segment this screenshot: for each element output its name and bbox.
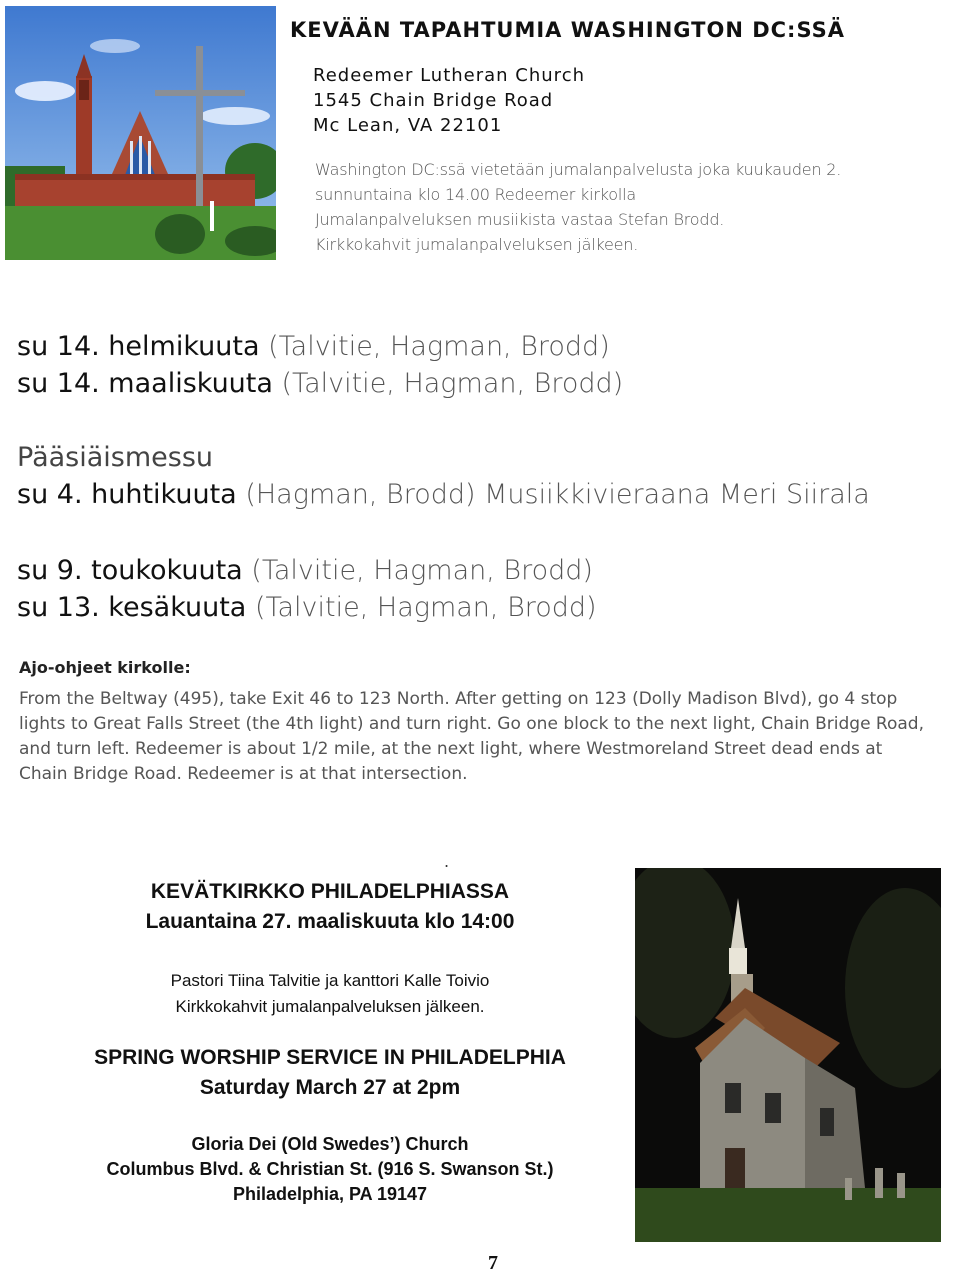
directions-line: lights to Great Falls Street (the 4th light) and turn right. Go one block to the next light, Chain Bridge Road,: [19, 714, 924, 734]
service-day: su 9.: [17, 555, 83, 586]
service-date: [17, 331, 610, 362]
service-note: (Talvitie, Hagman, Brodd): [268, 331, 610, 362]
service-date: [17, 479, 870, 510]
service-note: (Hagman, Brodd) Musiikkivieraana Meri Siirala: [245, 479, 870, 510]
service-note: (Talvitie, Hagman, Brodd): [254, 592, 597, 623]
intro-line: sunnuntaina klo 14.00 Redeemer kirkolla: [315, 185, 636, 204]
gloria-dei-city: Philadelphia, PA 19147: [232, 1184, 428, 1204]
service-day: su 14.: [17, 331, 100, 362]
directions-line: and turn left. Redeemer is about 1/2 mile, at the next light, where Westmoreland Street dead ends at: [19, 739, 883, 759]
page-number: 7: [488, 1252, 498, 1274]
service-date: [17, 368, 623, 399]
directions-line: Chain Bridge Road. Redeemer is at that intersection.: [19, 764, 468, 784]
directions-line: From the Beltway (495), take Exit 46 to 123 North. After getting on 123 (Dolly Madison Blvd), go 4 stop: [19, 689, 898, 709]
intro-line: Washington DC:ssä vietetään jumalanpalvelusta joka kuukauden 2.: [315, 160, 842, 179]
intro-line: Jumalanpalveluksen musiikista vastaa Stefan Brodd.: [315, 210, 725, 229]
washington-title: KEVÄÄN TAPAHTUMIA WASHINGTON DC:SSÄ: [290, 18, 846, 42]
directions-heading: Ajo-ohjeet kirkolle:: [19, 658, 191, 677]
service-day: su 14.: [17, 368, 100, 399]
service-note: (Talvitie, Hagman, Brodd): [251, 555, 593, 586]
easter-heading: Pääsiäismessu: [17, 442, 214, 473]
redeemer-church-photo: [5, 6, 276, 260]
separator-dot: .: [444, 852, 450, 871]
church-name: Redeemer Lutheran Church: [313, 65, 585, 86]
philadelphia-date-en: Saturday March 27 at 2pm: [199, 1076, 461, 1099]
philadelphia-coffee: Kirkkokahvit jumalanpalveluksen jälkeen.: [175, 997, 485, 1016]
service-month: kesäkuuta: [108, 592, 247, 623]
philadelphia-people: Pastori Tiina Talvitie ja kanttori Kalle Toivio: [170, 971, 490, 990]
church-city: Mc Lean, VA 22101: [313, 115, 503, 136]
philadelphia-title-fi: KEVÄTKIRKKO PHILADELPHIASSA: [150, 880, 510, 903]
intro-line: Kirkkokahvit jumalanpalveluksen jälkeen.: [315, 235, 639, 254]
service-date: [17, 555, 593, 586]
service-month: huhtikuuta: [91, 479, 237, 510]
gloria-dei-name: Gloria Dei (Old Swedes’) Church: [191, 1134, 469, 1154]
gloria-dei-street: Columbus Blvd. & Christian St. (916 S. Swanson St.): [106, 1159, 554, 1179]
service-month: helmikuuta: [108, 331, 260, 362]
service-note: (Talvitie, Hagman, Brodd): [281, 368, 624, 399]
philadelphia-title-en: SPRING WORSHIP SERVICE IN PHILADELPHIA: [94, 1046, 566, 1069]
service-month: maaliskuuta: [108, 368, 273, 399]
church-street: 1545 Chain Bridge Road: [313, 90, 554, 111]
philadelphia-date-fi: Lauantaina 27. maaliskuuta klo 14:00: [145, 910, 515, 933]
service-day: su 13.: [17, 592, 100, 623]
service-day: su 4.: [17, 479, 83, 510]
service-date: [17, 592, 597, 623]
gloria-dei-photo: [635, 868, 941, 1242]
service-month: toukokuuta: [91, 555, 243, 586]
